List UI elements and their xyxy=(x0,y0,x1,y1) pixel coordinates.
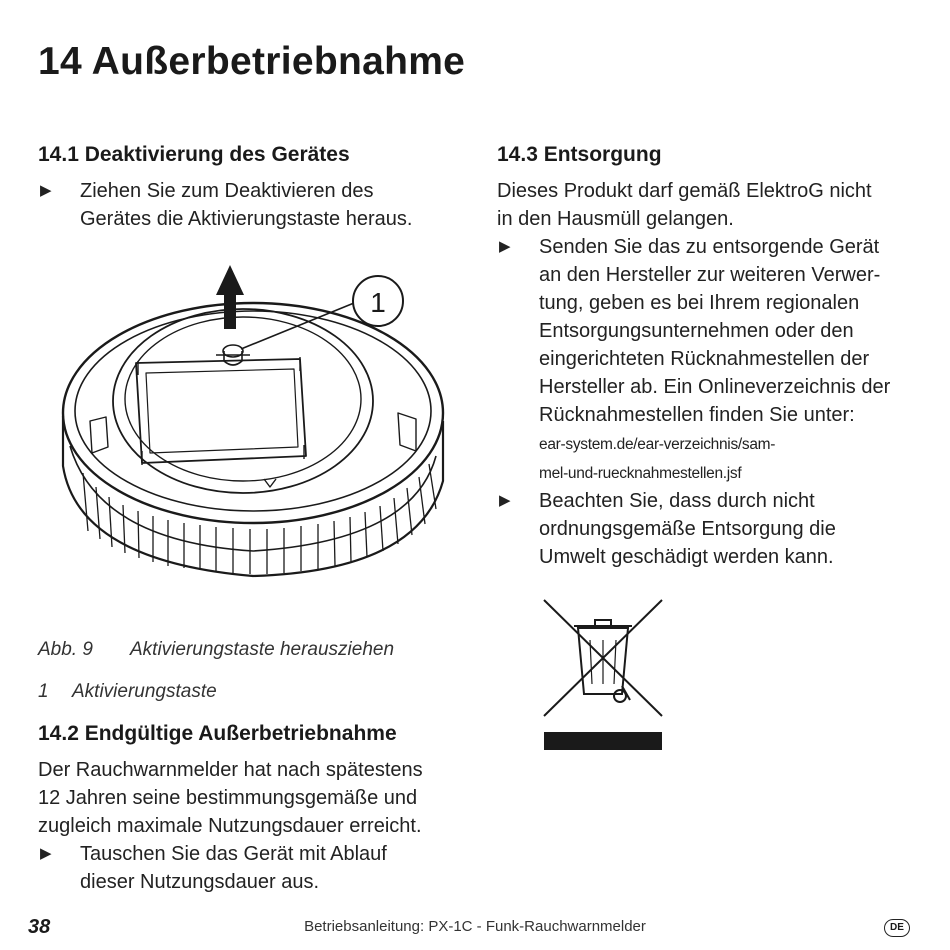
step-line: Gerätes die Aktivierungstaste heraus. xyxy=(80,208,413,231)
body-line: Der Rauchwarnmelder hat nach spätestens xyxy=(38,759,423,782)
list-item xyxy=(38,177,468,233)
figure-caption xyxy=(38,637,468,663)
bullet-icon: ▶ xyxy=(499,492,511,510)
bullet-icon: ▶ xyxy=(40,182,52,200)
legend-text: Aktivierungstaste xyxy=(72,681,217,703)
disposal-steps xyxy=(497,233,927,571)
step-line: eingerichteten Rücknahmestellen der xyxy=(539,348,870,371)
final-body xyxy=(38,756,468,840)
page-title: 14 Außerbetriebnahme xyxy=(38,40,466,83)
section-heading-14-1: 14.1 Deaktivierung des Gerätes xyxy=(38,143,350,166)
list-item xyxy=(38,840,468,896)
caption-text: Aktivierungstaste herausziehen xyxy=(130,639,395,661)
step-line: Entsorgungsunternehmen oder den xyxy=(539,320,854,343)
step-line: Tauschen Sie das Gerät mit Ablauf xyxy=(80,843,387,866)
final-steps xyxy=(38,840,468,896)
deactivation-steps xyxy=(38,177,468,233)
step-line: Umwelt geschädigt werden kann. xyxy=(539,546,834,569)
body-line: 12 Jahren seine bestimmungsgemäße und xyxy=(38,787,418,810)
page-number: 38 xyxy=(28,916,51,938)
crossed-out-wheelie-bin-icon xyxy=(540,596,666,756)
body-line: in den Hausmüll gelangen. xyxy=(497,208,734,231)
figure-smoke-detector xyxy=(38,241,468,621)
bullet-icon: ▶ xyxy=(499,238,511,256)
disposal-body xyxy=(497,177,927,233)
step-line: Hersteller ab. Ein Onlineverzeichnis der xyxy=(539,376,891,399)
section-heading-14-3: 14.3 Entsorgung xyxy=(497,143,662,166)
list-item xyxy=(497,233,927,487)
list-item xyxy=(497,487,927,571)
footer-text: Betriebsanleitung: PX-1C - Funk-Rauchwarnmelder xyxy=(304,918,646,935)
step-line: an den Hersteller zur weiteren Verwer- xyxy=(539,264,881,287)
bullet-icon: ▶ xyxy=(40,845,52,863)
right-column xyxy=(497,142,927,571)
body-line: zugleich maximale Nutzungsdauer erreicht. xyxy=(38,815,422,838)
step-line: Beachten Sie, dass durch nicht xyxy=(539,490,815,513)
step-line: ordnungsgemäße Entsorgung die xyxy=(539,518,836,541)
step-line: Rücknahmestellen finden Sie unter: xyxy=(539,404,855,427)
section-heading-14-2: 14.2 Endgültige Außerbetriebnahme xyxy=(38,722,397,746)
language-badge: DE xyxy=(884,919,910,937)
caption-number: Abb. 9 xyxy=(38,639,93,661)
url-line: ear-system.de/ear-verzeichnis/sam- xyxy=(539,436,776,454)
left-column xyxy=(38,142,468,896)
url-line: mel-und-ruecknahmestellen.jsf xyxy=(539,465,742,483)
body-line: Dieses Produkt darf gemäß ElektroG nicht xyxy=(497,180,872,203)
smoke-detector-illustration xyxy=(38,241,468,621)
step-line: Senden Sie das zu entsorgende Gerät xyxy=(539,236,880,259)
figure-legend xyxy=(38,679,468,705)
step-line: dieser Nutzungsdauer aus. xyxy=(80,871,320,894)
step-line: Ziehen Sie zum Deaktivieren des xyxy=(80,180,374,203)
callout-label: 1 xyxy=(370,287,386,319)
step-line: tung, geben es bei Ihrem regionalen xyxy=(539,292,860,315)
legend-number: 1 xyxy=(38,681,49,703)
